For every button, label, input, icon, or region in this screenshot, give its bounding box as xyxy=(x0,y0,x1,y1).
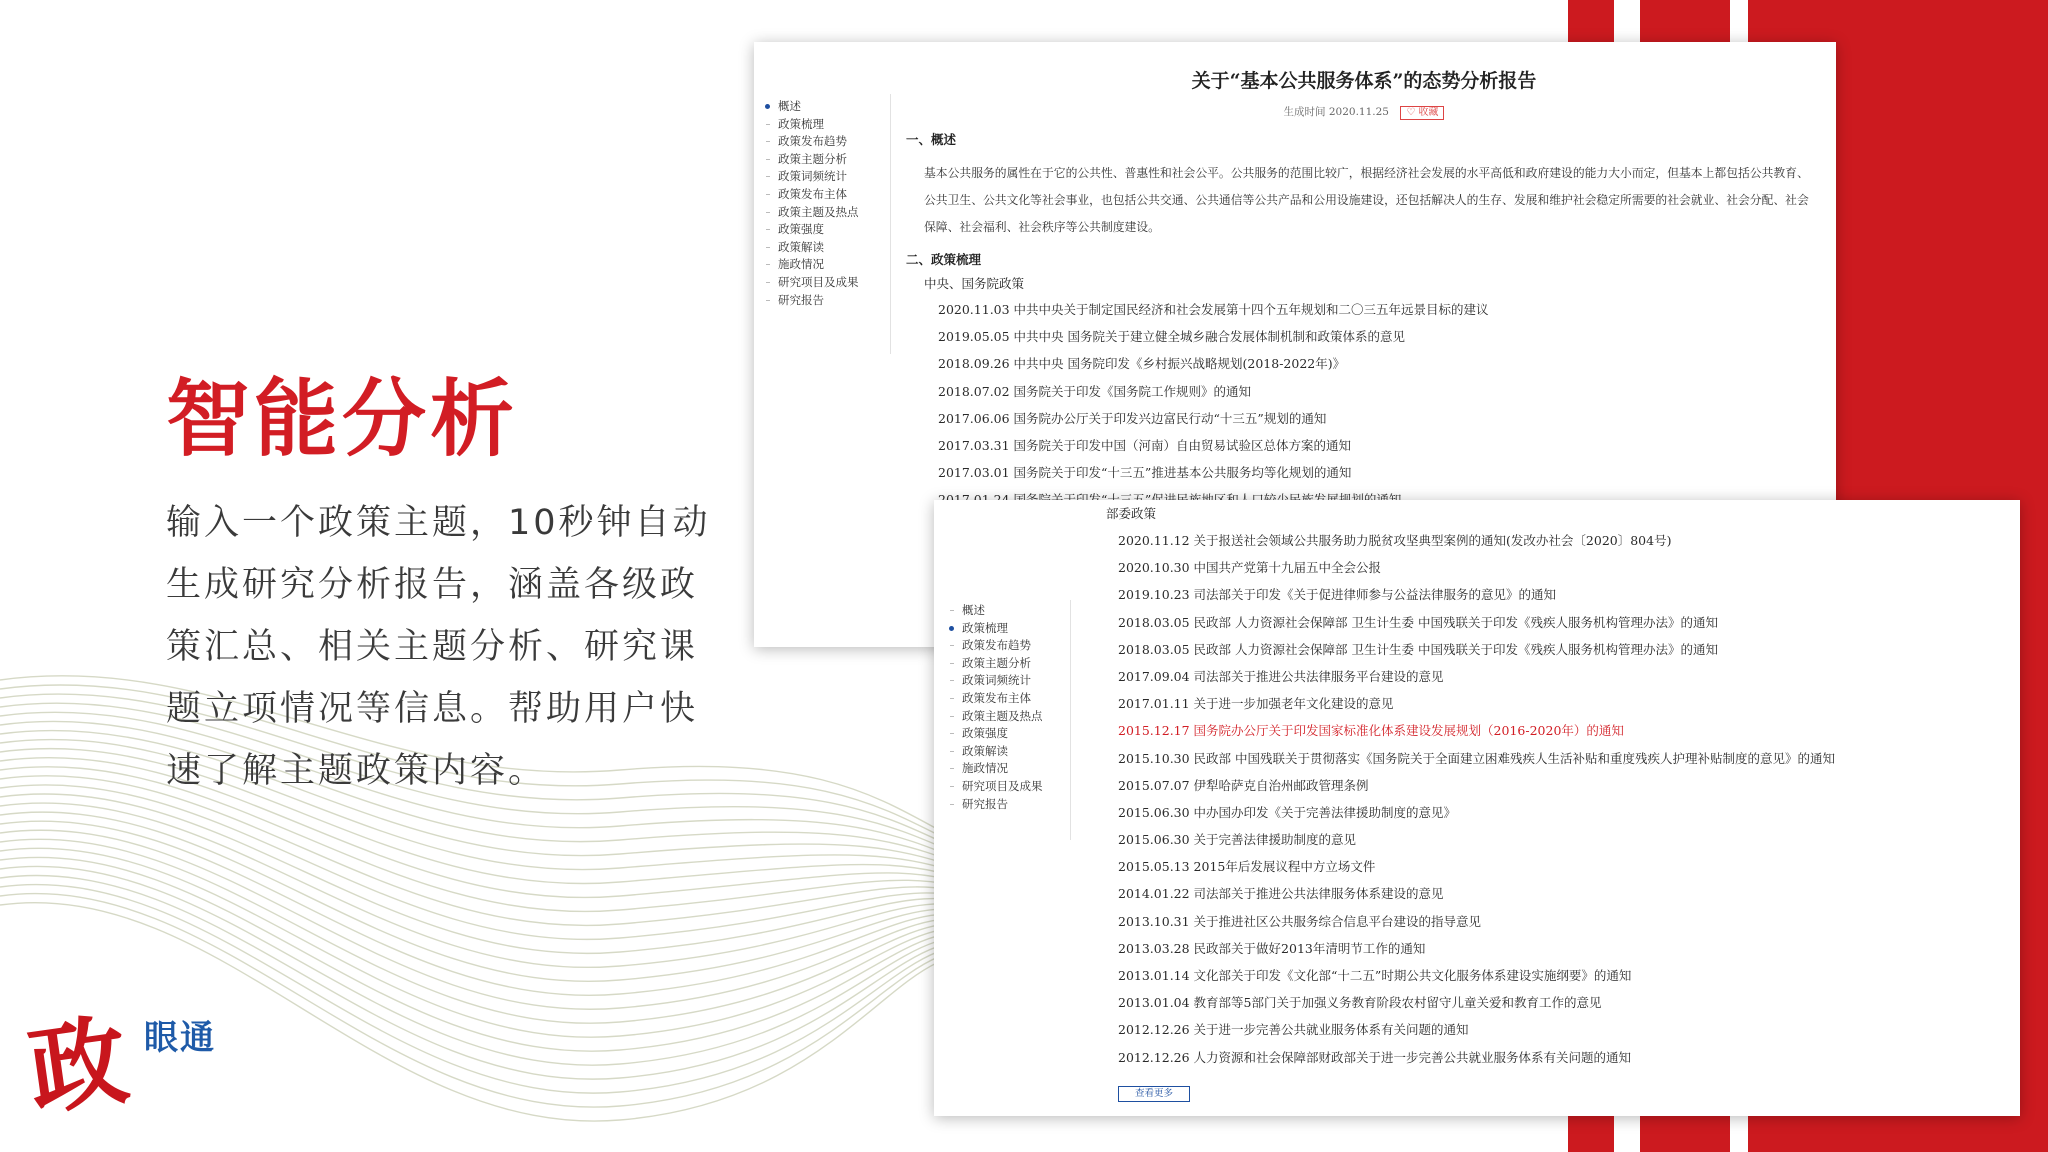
policy-item[interactable]: 2020.10.30 中国共产党第十九届五中全会公报 xyxy=(1118,560,1382,576)
central-policy-list xyxy=(938,296,1489,514)
report-sidebar xyxy=(950,602,1043,813)
policy-item[interactable]: 2015.12.17 国务院办公厅关于印发国家标准化体系建设发展规划（2016-2020年）的通知 xyxy=(1118,723,1624,739)
policy-item[interactable]: 2015.07.07 伊犁哈萨克自治州邮政管理条例 xyxy=(1118,777,1369,793)
sidebar-item[interactable]: 研究项目及成果 xyxy=(766,274,859,292)
subsection-heading: 部委政策 xyxy=(1106,506,1157,521)
slide-description: 输入一个政策主题，10秒钟自动生成研究分析报告，涵盖各级政策汇总、相关主题分析、研究课题立项情况等信息。帮助用户快速了解主题政策内容。 xyxy=(166,503,711,791)
policy-item[interactable]: 2017.03.31 国务院关于印发中国（河南）自由贸易试验区总体方案的通知 xyxy=(938,437,1352,453)
sidebar-item[interactable]: 概述 xyxy=(950,602,1043,620)
logo-glyph: 政 xyxy=(21,1002,135,1131)
wave-line xyxy=(0,821,1000,995)
policy-item[interactable]: 2015.06.30 关于完善法律援助制度的意见 xyxy=(1118,832,1357,848)
policy-item[interactable]: 2013.03.28 民政部关于做好2013年清明节工作的通知 xyxy=(1118,940,1426,956)
generated-time: 生成时间 2020.11.25 xyxy=(1283,106,1389,118)
report-screenshot-bottom xyxy=(934,500,2020,1116)
policy-item[interactable]: 2012.12.26 人力资源和社会保障部财政部关于进一步完善公共就业服务体系有关问题的通知 xyxy=(1118,1049,1632,1065)
sidebar-item[interactable]: 政策主题及热点 xyxy=(950,708,1043,726)
policy-item[interactable]: 2018.03.05 民政部 人力资源社会保障部 卫生计生委 中国残联关于印发《残疾人服务机构管理办法》的通知 xyxy=(1118,614,1718,630)
sidebar-item[interactable]: 政策发布主体 xyxy=(950,690,1043,708)
policy-item[interactable]: 2015.06.30 中办国办印发《关于完善法律援助制度的意见》 xyxy=(1118,804,1457,820)
policy-item[interactable]: 2019.10.23 司法部关于印发《关于促进律师参与公益法律服务的意见》的通知 xyxy=(1118,587,1557,603)
sidebar-item[interactable]: 研究项目及成果 xyxy=(950,778,1043,796)
ministry-policy-list xyxy=(1118,527,1835,1071)
slide-title: 智能分析 xyxy=(166,370,519,468)
brand-logo xyxy=(21,988,238,1131)
logo-text: 眼通 xyxy=(144,1018,216,1058)
sidebar-item[interactable]: 概述 xyxy=(766,98,859,116)
report-title: 关于“基本公共服务体系”的态势分析报告 xyxy=(1191,70,1537,92)
sidebar-item[interactable]: 政策解读 xyxy=(950,743,1043,761)
sidebar-item[interactable]: 政策梳理 xyxy=(766,116,859,134)
sidebar-item[interactable]: 政策解读 xyxy=(766,239,859,257)
section-heading: 二、政策梳理 xyxy=(906,252,982,267)
sidebar-item[interactable]: 政策主题及热点 xyxy=(766,204,859,222)
sidebar-item[interactable]: 政策强度 xyxy=(950,725,1043,743)
policy-item[interactable]: 2020.11.12 关于报送社会领域公共服务助力脱贫攻坚典型案例的通知(发改办社会〔2020〕804号) xyxy=(1118,533,1672,548)
sidebar-item[interactable]: 政策发布趋势 xyxy=(766,133,859,151)
sidebar-item[interactable]: 政策强度 xyxy=(766,221,859,239)
sidebar-item[interactable]: 政策梳理 xyxy=(950,620,1043,638)
policy-item[interactable]: 2013.01.04 教育部等5部门关于加强义务教育阶段农村留守儿童关爱和教育工作的意见 xyxy=(1118,995,1602,1011)
wave-line xyxy=(0,830,1000,1009)
subsection-heading: 中央、国务院政策 xyxy=(924,276,1025,291)
policy-item[interactable]: 2018.07.02 国务院关于印发《国务院工作规则》的通知 xyxy=(938,383,1252,399)
sidebar-item[interactable]: 政策词频统计 xyxy=(950,672,1043,690)
section-heading: 一、概述 xyxy=(906,132,957,147)
policy-item[interactable]: 2017.09.04 司法部关于推进公共法律服务平台建设的意见 xyxy=(1118,668,1444,684)
policy-item[interactable]: 2020.11.03 中共中央关于制定国民经济和社会发展第十四个五年规划和二〇三五年远景目标的建议 xyxy=(938,302,1489,317)
sidebar-item[interactable]: 施政情况 xyxy=(766,256,859,274)
policy-item[interactable]: 2017.01.11 关于进一步加强老年文化建设的意见 xyxy=(1118,696,1394,712)
sidebar-divider xyxy=(1070,600,1071,840)
sidebar-item[interactable]: 政策词频统计 xyxy=(766,168,859,186)
policy-item[interactable]: 2019.05.05 中共中央 国务院关于建立健全城乡融合发展体制机制和政策体系的意见 xyxy=(938,329,1406,345)
sidebar-item[interactable]: 施政情况 xyxy=(950,760,1043,778)
sidebar-item[interactable]: 政策主题分析 xyxy=(950,655,1043,673)
report-sidebar xyxy=(766,98,859,309)
sidebar-item[interactable]: 政策主题分析 xyxy=(766,151,859,169)
sidebar-item[interactable]: 政策发布趋势 xyxy=(950,637,1043,655)
policy-item[interactable]: 2013.10.31 关于推进社区公共服务综合信息平台建设的指导意见 xyxy=(1118,913,1482,929)
sidebar-item[interactable]: 政策发布主体 xyxy=(766,186,859,204)
overview-paragraph: 基本公共服务的属性在于它的公共性、普惠性和社会公平。公共服务的范围比较广，根据经济社会发展的水平高低和政府建设的能力大小而定，但基本上都包括公共教育、公共卫生、公共文化等社会事业，也包括公共交通、公共通信等公共产品和公用设施建设，还包括解决人的生存、发展和维护社会稳定所需要的社会就业、社会分配、社会保障、社会福利、社会秩序等公共制度建设。 xyxy=(924,166,1809,234)
policy-item[interactable]: 2015.05.13 2015年后发展议程中方立场文件 xyxy=(1118,859,1376,875)
favorite-button[interactable]: ♡ 收藏 xyxy=(1400,106,1444,120)
policy-item[interactable]: 2013.01.14 文化部关于印发《文化部“十二五”时期公共文化服务体系建设实施纲要》的通知 xyxy=(1118,968,1632,983)
policy-item[interactable]: 2017.06.06 国务院办公厅关于印发兴边富民行动“十三五”规划的通知 xyxy=(938,410,1327,426)
sidebar-divider xyxy=(890,94,891,354)
policy-item[interactable]: 2014.01.22 司法部关于推进公共法律服务体系建设的意见 xyxy=(1118,886,1444,902)
report-meta xyxy=(904,104,1824,120)
sidebar-item[interactable]: 研究报告 xyxy=(766,292,859,310)
view-more-button[interactable]: 查看更多 xyxy=(1118,1086,1190,1102)
policy-item[interactable]: 2012.12.26 关于进一步完善公共就业服务体系有关问题的通知 xyxy=(1118,1022,1469,1038)
policy-item[interactable]: 2017.03.01 国务院关于印发“十三五”推进基本公共服务均等化规划的通知 xyxy=(938,465,1352,481)
policy-item[interactable]: 2018.09.26 中共中央 国务院印发《乡村振兴战略规划(2018-2022年)》 xyxy=(938,356,1346,372)
wave-line xyxy=(0,803,1000,967)
policy-item[interactable]: 2015.10.30 民政部 中国残联关于贯彻落实《国务院关于全面建立困难残疾人生活补贴和重度残疾人护理补贴制度的意见》的通知 xyxy=(1118,750,1836,766)
policy-item[interactable]: 2018.03.05 民政部 人力资源社会保障部 卫生计生委 中国残联关于印发《残疾人服务机构管理办法》的通知 xyxy=(1118,641,1718,657)
sidebar-item[interactable]: 研究报告 xyxy=(950,796,1043,814)
